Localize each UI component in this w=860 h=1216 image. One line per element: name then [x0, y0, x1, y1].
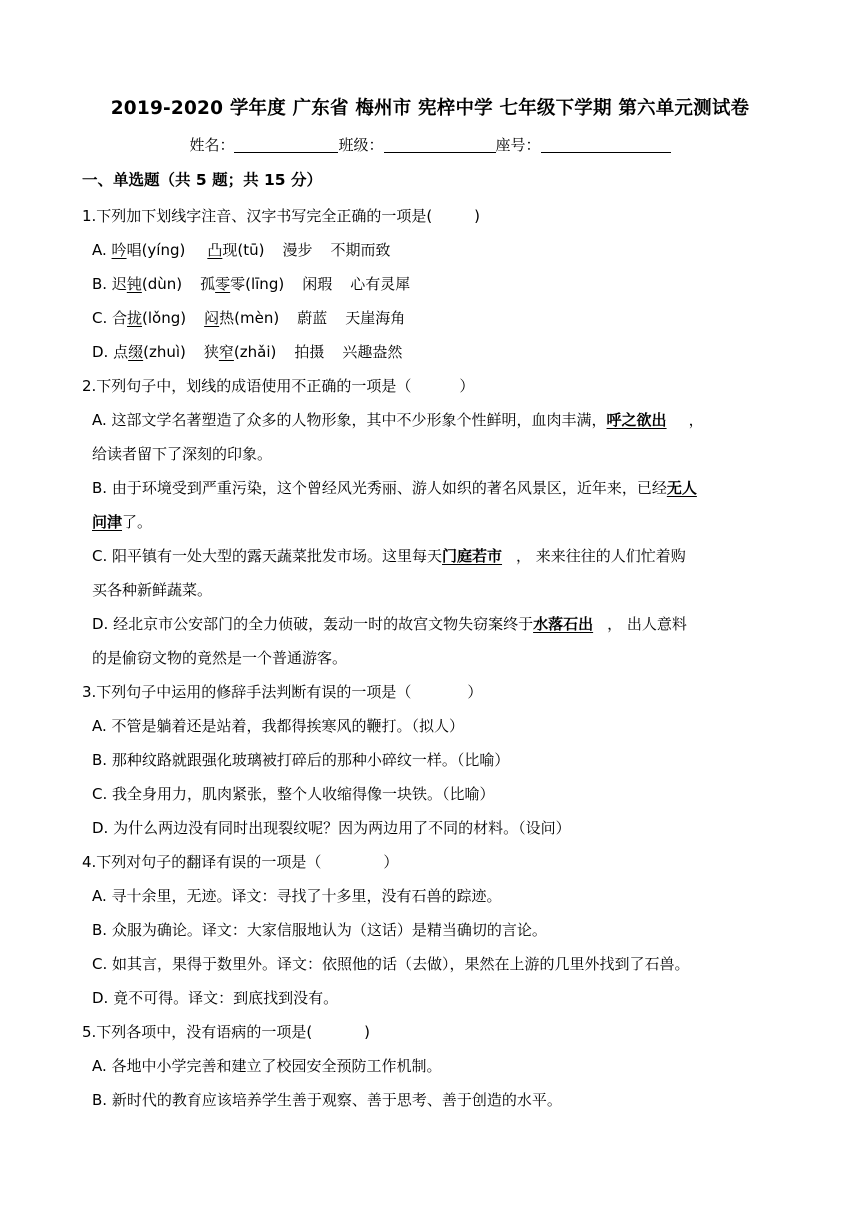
question-2-stem: 2.下列句子中，划线的成语使用不正确的一项是（ ） — [82, 377, 475, 395]
section-heading: 一、单选题（共 5 题；共 15 分） — [82, 171, 322, 189]
question-2-option-c: C. 阳平镇有一处大型的露天蔬菜批发市场。这里每天门庭若市 ， 来来往往的人们忙着购 — [92, 547, 686, 565]
question-2-option-b-cont: 问津了。 — [92, 513, 153, 531]
name-blank — [234, 136, 338, 153]
seat-label: 座号： — [495, 136, 541, 154]
class-label: 班级： — [338, 136, 384, 154]
question-2-option-a-cont: 给读者留下了深刻的印象。 — [92, 445, 273, 463]
student-info-fields — [0, 134, 860, 155]
question-4-option-a: A. 寻十余里，无迹。译文：寻找了十多里，没有石兽的踪迹。 — [92, 887, 502, 905]
question-3-option-a: A. 不管是躺着还是站着，我都得挨寒风的鞭打。（拟人） — [92, 717, 465, 735]
name-label: 姓名： — [189, 136, 235, 154]
question-1-option-a: A. 吟唱(yíng) 凸现(tū) 漫步 不期而致 — [92, 241, 391, 259]
question-4-option-b: B. 众服为确论。译文：大家信服地认为（这话）是精当确切的言论。 — [92, 921, 547, 939]
question-3-option-b: B. 那种纹路就跟强化玻璃被打碎后的那种小碎纹一样。（比喻） — [92, 751, 510, 769]
question-1-option-c: C. 合拢(lǒng) 闷热(mèn) 蔚蓝 天崖海角 — [92, 309, 406, 327]
question-3-option-d: D. 为什么两边没有同时出现裂纹呢？因为两边用了不同的材料。（设问） — [92, 819, 571, 837]
question-1-option-b: B. 迟钝(dùn) 孤零零(līng) 闲瑕 心有灵犀 — [92, 275, 411, 293]
question-3-option-c: C. 我全身用力，肌肉紧张，整个人收缩得像一块铁。（比喻） — [92, 785, 495, 803]
question-4-option-c: C. 如其言，果得于数里外。译文：依照他的话（去做），果然在上游的几里外找到了石兽。 — [92, 955, 690, 973]
class-blank — [384, 136, 496, 153]
question-1-stem: 1.下列加下划线字注音、汉字书写完全正确的一项是( ) — [82, 207, 481, 225]
question-5-option-b: B. 新时代的教育应该培养学生善于观察、善于思考、善于创造的水平。 — [92, 1091, 562, 1109]
page-title: 2019-2020 学年度 广东省 梅州市 宪梓中学 七年级下学期 第六单元测试卷 — [110, 98, 750, 119]
question-2-option-d: D. 经北京市公安部门的全力侦破，轰动一时的故宫文物失窃案终于水落石出 ， 出人意料 — [92, 615, 687, 633]
questions — [82, 199, 782, 1117]
seat-blank — [541, 136, 671, 153]
question-4-option-d: D. 竟不可得。译文：到底找到没有。 — [92, 989, 339, 1007]
question-1-option-d: D. 点缀(zhuì) 狭窄(zhǎi) 拍摄 兴趣盎然 — [92, 343, 403, 361]
question-2-option-d-cont: 的是偷窃文物的竟然是一个普通游客。 — [92, 649, 348, 667]
question-2-option-c-cont: 买各种新鲜蔬菜。 — [92, 581, 213, 599]
question-4-stem: 4.下列对句子的翻译有误的一项是（ ） — [82, 853, 399, 871]
question-3-stem: 3.下列句子中运用的修辞手法判断有误的一项是（ ） — [82, 683, 483, 701]
question-5-stem: 5.下列各项中，没有语病的一项是( ) — [82, 1023, 371, 1041]
question-5-option-a: A. 各地中小学完善和建立了校园安全预防工作机制。 — [92, 1057, 442, 1075]
question-2-option-a: A. 这部文学名著塑造了众多的人物形象，其中不少形象个性鲜明，血肉丰满，呼之欲出 ， — [92, 411, 704, 429]
question-2-option-b: B. 由于环境受到严重污染，这个曾经风光秀丽、游人如织的著名风景区，近年来，已经无人 — [92, 479, 697, 497]
